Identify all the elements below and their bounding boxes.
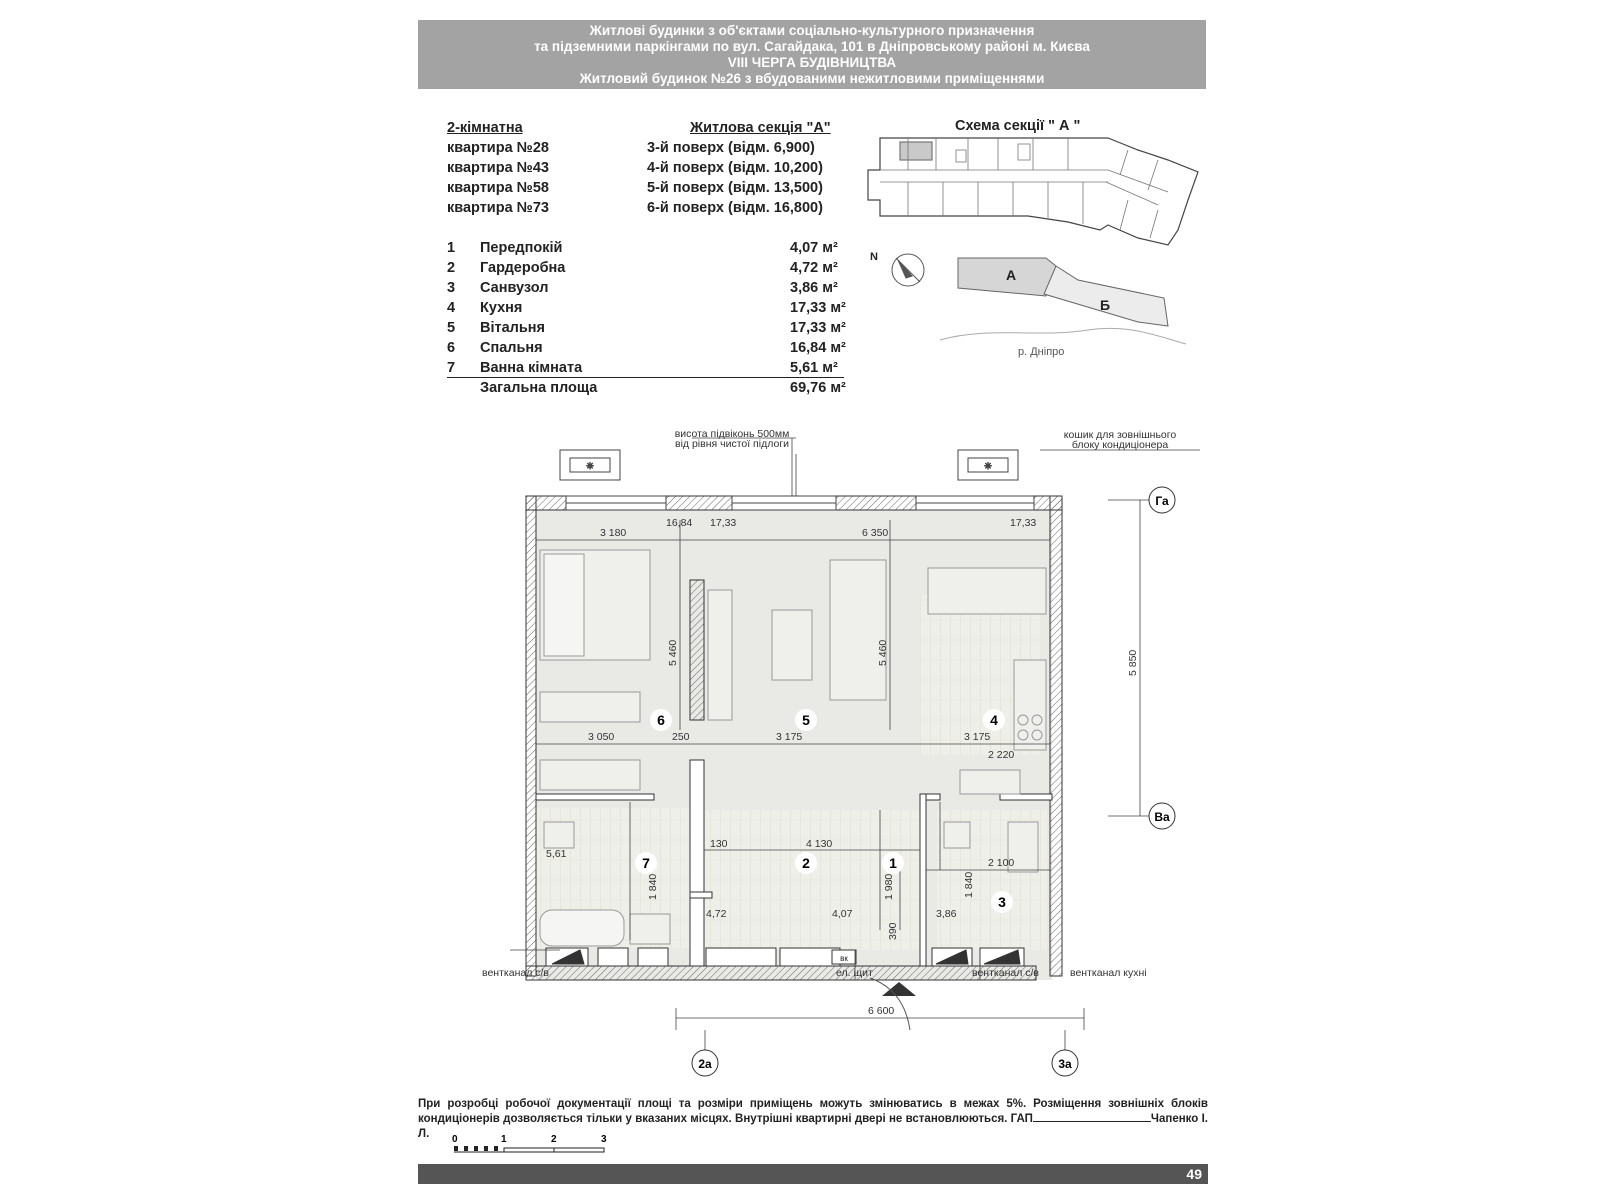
room-area: 5,61 м²	[790, 360, 838, 376]
panel-label: ел. щит	[836, 967, 873, 979]
vent-ducts	[546, 948, 1024, 966]
room-number: 5	[447, 320, 456, 336]
dimension: 4 130	[806, 838, 833, 850]
header-line-2: та підземними паркінгами по вул. Сагайдака, 101 в Дніпровському районі м. Києва	[534, 39, 1090, 54]
dimension: 390	[887, 922, 899, 940]
room-area: 4,72 м²	[790, 260, 838, 276]
area-label: 17,33	[710, 517, 737, 529]
note-author: Чапенко І. Л.	[418, 1113, 1208, 1140]
dimension: 3 175	[964, 731, 991, 743]
document-header	[418, 20, 1206, 89]
svg-text:✳: ✳	[984, 461, 992, 471]
room-number: 7	[447, 360, 456, 376]
floor-plan	[480, 428, 1200, 1071]
dimension: 3 050	[588, 731, 615, 743]
scale-tick-label: 2	[551, 1134, 557, 1145]
ac-note-1: кошик для зовнішнього	[1063, 429, 1177, 441]
apartment-type: 2-кімнатна	[447, 120, 523, 136]
scale-tick-label: 1	[501, 1134, 507, 1145]
area-label: 17,33	[1010, 517, 1037, 529]
scale-bar	[448, 1132, 608, 1162]
dimension: 1 840	[963, 871, 975, 898]
area-label: 16,84	[666, 517, 693, 529]
table-rule	[447, 377, 844, 378]
unit-floor: 6-й поверх (відм. 16,800)	[647, 200, 823, 216]
unit-name: квартира №43	[447, 160, 549, 176]
unit-floor: 5-й поверх (відм. 13,500)	[647, 180, 823, 196]
room-name: Спальня	[480, 340, 543, 356]
room-number: 4	[447, 300, 456, 316]
area-label: 5,61	[546, 848, 567, 860]
unit-name: квартира №73	[447, 200, 549, 216]
dimension: 5 460	[667, 639, 679, 666]
ac-basket-icon	[560, 450, 1018, 480]
footer-bar	[418, 1164, 1208, 1184]
room-number: 3	[447, 280, 456, 296]
scheme-title: Схема секції " А "	[955, 118, 1081, 134]
section-label: Житлова секція "А"	[690, 120, 831, 136]
room-marker: 1	[889, 855, 897, 871]
dimension: 1 980	[883, 873, 895, 900]
dimension: 6 600	[868, 1005, 895, 1017]
vent-wc-label: вентканал с/в	[972, 967, 1039, 979]
room-area: 17,33 м²	[790, 320, 846, 336]
dimension: 6 350	[862, 527, 889, 539]
header-line-3: VIII ЧЕРГА БУДІВНИЦТВА	[727, 55, 897, 70]
unit-name: квартира №28	[447, 140, 549, 156]
scale-tick-label: 0	[452, 1134, 458, 1145]
total-area: 69,76 м²	[790, 380, 846, 396]
axis-label: Ва	[1154, 810, 1170, 824]
dimension: 2 220	[988, 749, 1015, 761]
scale-tick-label: 3	[601, 1134, 607, 1145]
river-line	[940, 328, 1186, 344]
sill-note-1: висота підвіконь 500мм	[674, 428, 790, 440]
unit-floor: 3-й поверх (відм. 6,900)	[647, 140, 815, 156]
room-name: Ванна кімната	[480, 360, 583, 376]
room-area: 17,33 м²	[790, 300, 846, 316]
section-scheme	[868, 130, 1208, 390]
axis-label: 2а	[698, 1057, 712, 1071]
dimension: 1 840	[647, 873, 659, 900]
area-label: 4,07	[832, 908, 853, 920]
vk-label: вк	[840, 954, 848, 963]
dimension: 250	[672, 731, 690, 743]
room-name: Кухня	[480, 300, 523, 316]
section-b-label: Б	[1100, 297, 1111, 313]
north-label: N	[870, 251, 878, 263]
vent-kitchen-label: вентканал кухні	[1070, 967, 1147, 979]
axis-label: Га	[1155, 494, 1169, 508]
section-a-label: А	[1006, 267, 1017, 283]
ac-note-2: блоку кондиціонера	[1071, 439, 1169, 451]
dimension: 130	[710, 838, 728, 850]
room-name: Гардеробна	[480, 260, 566, 276]
room-name: Передпокій	[480, 240, 563, 256]
sill-note-2: від рівня чистої підлоги	[675, 438, 789, 450]
signature-line	[1033, 1121, 1151, 1122]
dimension: 3 180	[600, 527, 627, 539]
area-label: 3,86	[936, 908, 957, 920]
page-number: 49	[1186, 1166, 1202, 1182]
note-text: При розробці робочої документації площі та розміри приміщень можуть змінюватись в межах 5%. Розміщення зовнішніх блоків кондиціонерів дозволяється тільки у вказаних місцях. Внутрішні квартирні двері не встановлюються. ГАП	[418, 1098, 1208, 1125]
room-marker: 4	[990, 712, 998, 728]
unit-floor: 4-й поверх (відм. 10,200)	[647, 160, 823, 176]
room-number: 1	[447, 240, 456, 256]
site-plan	[958, 258, 1168, 326]
north-arrow-icon	[892, 254, 924, 286]
room-number: 6	[447, 340, 456, 356]
room-marker: 3	[998, 894, 1006, 910]
windows	[566, 496, 1034, 510]
entrance-arrow-icon	[882, 982, 916, 996]
dimension: 2 100	[988, 857, 1015, 869]
header-line-4: Житловий будинок №26 з вбудованими нежитловими приміщеннями	[579, 71, 1045, 86]
room-name: Вітальня	[480, 320, 546, 336]
dimension: 5 460	[877, 639, 889, 666]
room-marker: 6	[657, 712, 665, 728]
entrance-door	[870, 978, 910, 1030]
svg-text:✳: ✳	[586, 461, 594, 471]
room-name: Санвузол	[480, 280, 549, 296]
room-marker: 5	[802, 712, 810, 728]
axis-label: 3а	[1058, 1057, 1072, 1071]
area-label: 4,72	[706, 908, 727, 920]
room-marker: 2	[802, 855, 810, 871]
header-line-1: Житлові будинки з об'єктами соціально-культурного призначення	[589, 23, 1035, 38]
dimension: 3 175	[776, 731, 803, 743]
room-marker: 7	[642, 855, 650, 871]
room-number: 2	[447, 260, 456, 276]
river-label: р. Дніпро	[1018, 346, 1065, 358]
room-area: 16,84 м²	[790, 340, 846, 356]
dimension: 5 850	[1127, 649, 1139, 676]
vent-bath-label: вентканал с/в	[482, 967, 549, 979]
room-area: 4,07 м²	[790, 240, 838, 256]
total-label: Загальна площа	[480, 380, 598, 396]
room-area: 3,86 м²	[790, 280, 838, 296]
unit-name: квартира №58	[447, 180, 549, 196]
